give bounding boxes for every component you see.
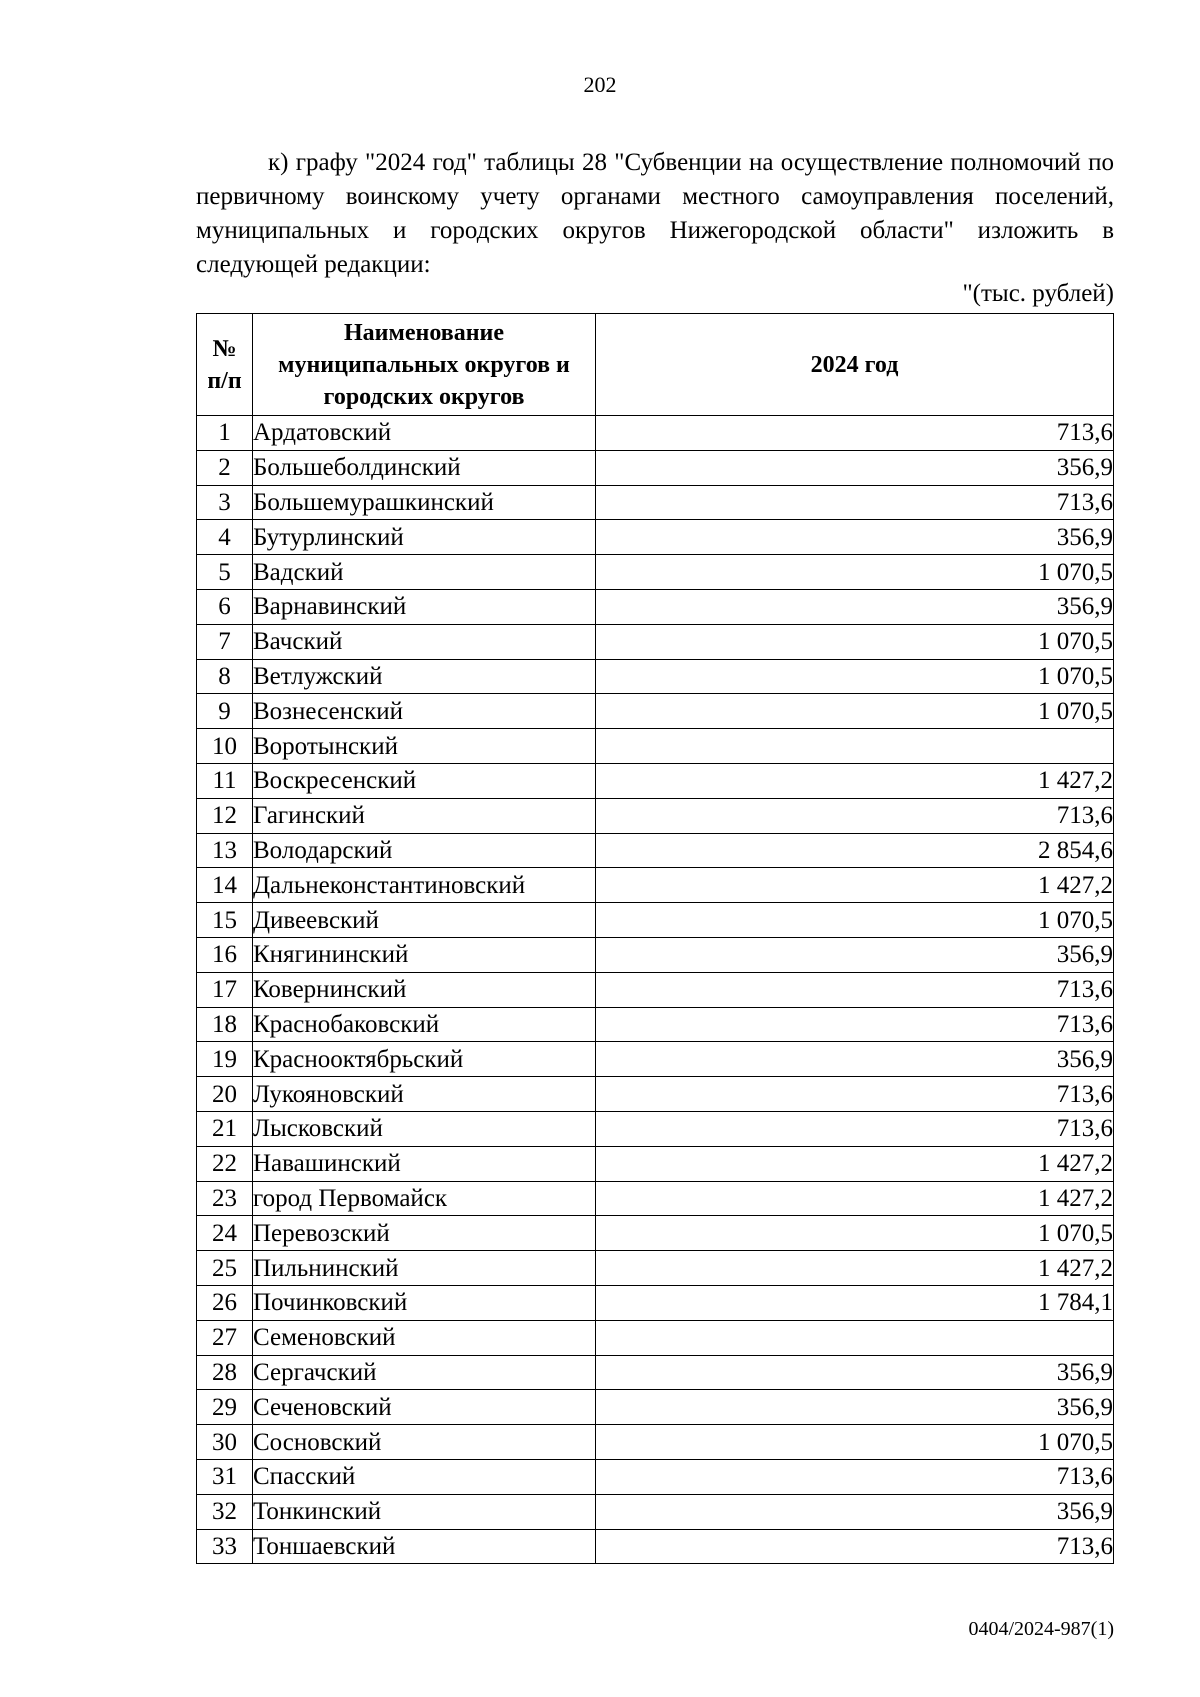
row-value: 356,9 bbox=[596, 937, 1114, 972]
row-number: 8 bbox=[197, 659, 253, 694]
page-number: 202 bbox=[583, 72, 617, 97]
row-number: 33 bbox=[197, 1529, 253, 1564]
row-number: 25 bbox=[197, 1251, 253, 1286]
row-number: 6 bbox=[197, 589, 253, 624]
table-row bbox=[197, 589, 1114, 624]
row-value: 356,9 bbox=[596, 1042, 1114, 1077]
row-number: 20 bbox=[197, 1077, 253, 1112]
row-name: Вадский bbox=[253, 555, 596, 590]
row-value: 356,9 bbox=[596, 1390, 1114, 1425]
row-name: Сеченовский bbox=[253, 1390, 596, 1425]
table-row bbox=[197, 555, 1114, 590]
row-number: 31 bbox=[197, 1459, 253, 1494]
row-value: 2 854,6 bbox=[596, 833, 1114, 868]
row-name: Бутурлинский bbox=[253, 520, 596, 555]
row-name: Лысковский bbox=[253, 1111, 596, 1146]
header-value bbox=[596, 314, 1114, 416]
row-name: Краснобаковский bbox=[253, 1007, 596, 1042]
row-value: 713,6 bbox=[596, 1007, 1114, 1042]
table-row bbox=[197, 972, 1114, 1007]
row-value: 1 427,2 bbox=[596, 1251, 1114, 1286]
table-row bbox=[197, 416, 1114, 451]
row-value: 1 070,5 bbox=[596, 659, 1114, 694]
row-number: 22 bbox=[197, 1146, 253, 1181]
row-number: 9 bbox=[197, 694, 253, 729]
row-name: Варнавинский bbox=[253, 589, 596, 624]
table-row bbox=[197, 868, 1114, 903]
row-value: 1 070,5 bbox=[596, 624, 1114, 659]
row-number: 5 bbox=[197, 555, 253, 590]
row-number: 29 bbox=[197, 1390, 253, 1425]
document-code: 0404/2024-987(1) bbox=[968, 1618, 1114, 1640]
row-value: 356,9 bbox=[596, 1494, 1114, 1529]
row-number: 4 bbox=[197, 520, 253, 555]
table-row bbox=[197, 1355, 1114, 1390]
row-value: 1 427,2 bbox=[596, 868, 1114, 903]
row-value: 713,6 bbox=[596, 1077, 1114, 1112]
row-number: 1 bbox=[197, 416, 253, 451]
table-row bbox=[197, 1320, 1114, 1355]
row-number: 16 bbox=[197, 937, 253, 972]
row-number: 10 bbox=[197, 729, 253, 764]
row-name: Ковернинский bbox=[253, 972, 596, 1007]
header-name bbox=[253, 314, 596, 416]
row-name: Вознесенский bbox=[253, 694, 596, 729]
row-number: 13 bbox=[197, 833, 253, 868]
row-name: Княгининский bbox=[253, 937, 596, 972]
row-number: 30 bbox=[197, 1425, 253, 1460]
row-name: Навашинский bbox=[253, 1146, 596, 1181]
row-number: 19 bbox=[197, 1042, 253, 1077]
row-name: Тоншаевский bbox=[253, 1529, 596, 1564]
row-name: Семеновский bbox=[253, 1320, 596, 1355]
row-number: 28 bbox=[197, 1355, 253, 1390]
table-row bbox=[197, 833, 1114, 868]
table-row bbox=[197, 624, 1114, 659]
row-value: 356,9 bbox=[596, 520, 1114, 555]
row-value: 356,9 bbox=[596, 589, 1114, 624]
row-name: Починковский bbox=[253, 1285, 596, 1320]
table-row bbox=[197, 1042, 1114, 1077]
table-row bbox=[197, 1007, 1114, 1042]
intro-paragraph: к) графу "2024 год" таблицы 28 "Субвенции на осуществление полномочий по первичному воинскому учету органами местного самоуправления поселений, муниципальных и городских округов Нижегородской области" изложить в следующей редакции: bbox=[196, 149, 1114, 278]
row-value: 713,6 bbox=[596, 798, 1114, 833]
table-row bbox=[197, 694, 1114, 729]
row-name: Воскресенский bbox=[253, 763, 596, 798]
table-row bbox=[197, 485, 1114, 520]
row-number: 15 bbox=[197, 903, 253, 938]
row-value: 1 070,5 bbox=[596, 555, 1114, 590]
table-row bbox=[197, 903, 1114, 938]
table-row bbox=[197, 520, 1114, 555]
table-row bbox=[197, 798, 1114, 833]
row-name: Гагинский bbox=[253, 798, 596, 833]
row-name: Спасский bbox=[253, 1459, 596, 1494]
table-row bbox=[197, 763, 1114, 798]
row-name: Большеболдинский bbox=[253, 450, 596, 485]
table-row bbox=[197, 1111, 1114, 1146]
header-num bbox=[197, 314, 253, 416]
row-name: Володарский bbox=[253, 833, 596, 868]
header-name-label: Наименование муниципальных округов и городских округов bbox=[278, 319, 570, 410]
table-row bbox=[197, 1494, 1114, 1529]
row-number: 32 bbox=[197, 1494, 253, 1529]
table-row bbox=[197, 1390, 1114, 1425]
row-name: Сергачский bbox=[253, 1355, 596, 1390]
row-value: 1 070,5 bbox=[596, 1425, 1114, 1460]
row-value: 356,9 bbox=[596, 450, 1114, 485]
row-name: Сосновский bbox=[253, 1425, 596, 1460]
row-name: Ардатовский bbox=[253, 416, 596, 451]
table-row bbox=[197, 1459, 1114, 1494]
row-number: 12 bbox=[197, 798, 253, 833]
row-name: Перевозский bbox=[253, 1216, 596, 1251]
table-body bbox=[197, 416, 1114, 1564]
row-name: Ветлужский bbox=[253, 659, 596, 694]
table-row bbox=[197, 1181, 1114, 1216]
table-row bbox=[197, 937, 1114, 972]
row-number: 3 bbox=[197, 485, 253, 520]
units-label: "(тыс. рублей) bbox=[962, 280, 1114, 307]
table-row bbox=[197, 450, 1114, 485]
row-number: 18 bbox=[197, 1007, 253, 1042]
row-number: 24 bbox=[197, 1216, 253, 1251]
table-row bbox=[197, 1216, 1114, 1251]
row-number: 21 bbox=[197, 1111, 253, 1146]
row-value: 356,9 bbox=[596, 1355, 1114, 1390]
row-value: 1 070,5 bbox=[596, 694, 1114, 729]
row-value: 713,6 bbox=[596, 1459, 1114, 1494]
row-value: 713,6 bbox=[596, 1111, 1114, 1146]
row-value: 713,6 bbox=[596, 416, 1114, 451]
table-row bbox=[197, 659, 1114, 694]
row-value: 1 427,2 bbox=[596, 1146, 1114, 1181]
subventions-table bbox=[196, 313, 1114, 1564]
row-number: 17 bbox=[197, 972, 253, 1007]
header-value-label: 2024 год bbox=[810, 351, 899, 378]
table-header-row bbox=[197, 314, 1114, 416]
row-name: Воротынский bbox=[253, 729, 596, 764]
row-value: 1 427,2 bbox=[596, 763, 1114, 798]
table-row bbox=[197, 1425, 1114, 1460]
row-value: 1 427,2 bbox=[596, 1181, 1114, 1216]
table-row bbox=[197, 1146, 1114, 1181]
row-value bbox=[596, 1320, 1114, 1355]
row-value: 1 070,5 bbox=[596, 1216, 1114, 1251]
row-name: Вачский bbox=[253, 624, 596, 659]
row-name: Тонкинский bbox=[253, 1494, 596, 1529]
row-value: 1 070,5 bbox=[596, 903, 1114, 938]
row-value: 1 784,1 bbox=[596, 1285, 1114, 1320]
row-name: Лукояновский bbox=[253, 1077, 596, 1112]
table-row bbox=[197, 1285, 1114, 1320]
header-num-label: № п/п bbox=[207, 335, 242, 394]
row-name: Краснооктябрьский bbox=[253, 1042, 596, 1077]
row-name: Большемурашкинский bbox=[253, 485, 596, 520]
row-value: 713,6 bbox=[596, 1529, 1114, 1564]
row-name: город Первомайск bbox=[253, 1181, 596, 1216]
table-row bbox=[197, 729, 1114, 764]
row-number: 7 bbox=[197, 624, 253, 659]
row-name: Пильнинский bbox=[253, 1251, 596, 1286]
row-number: 27 bbox=[197, 1320, 253, 1355]
row-number: 14 bbox=[197, 868, 253, 903]
row-value: 713,6 bbox=[596, 972, 1114, 1007]
row-name: Дальнеконстантиновский bbox=[253, 868, 596, 903]
row-value: 713,6 bbox=[596, 485, 1114, 520]
table-row bbox=[197, 1077, 1114, 1112]
table-row bbox=[197, 1251, 1114, 1286]
table-row bbox=[197, 1529, 1114, 1564]
row-name: Дивеевский bbox=[253, 903, 596, 938]
row-value bbox=[596, 729, 1114, 764]
row-number: 26 bbox=[197, 1285, 253, 1320]
row-number: 11 bbox=[197, 763, 253, 798]
row-number: 23 bbox=[197, 1181, 253, 1216]
row-number: 2 bbox=[197, 450, 253, 485]
